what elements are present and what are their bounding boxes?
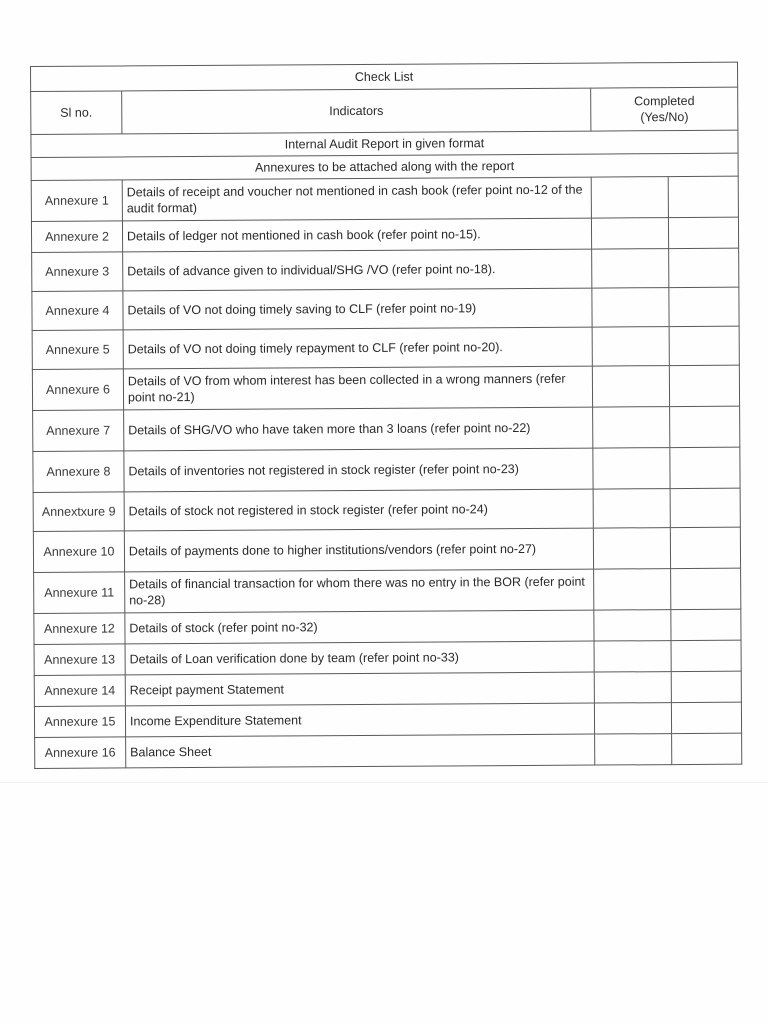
annexure-description: Income Expenditure Statement — [125, 703, 594, 737]
annexure-description: Details of financial transaction for whom there was no entry in the BOR (refer point no-28) — [125, 569, 594, 613]
annexure-description: Details of ledger not mentioned in cash book (refer point no-15). — [122, 218, 591, 252]
completed-cell-no[interactable] — [668, 248, 739, 287]
annexure-label: Annexure 7 — [33, 410, 124, 452]
completed-cell-yes[interactable] — [595, 734, 672, 765]
annexure-label: Annexure 15 — [34, 706, 125, 738]
table-row — [34, 568, 741, 613]
completed-cell-no[interactable] — [671, 733, 742, 764]
annexure-label: Annexure 3 — [32, 252, 123, 292]
completed-cell-yes[interactable] — [592, 327, 669, 366]
section-annexures: Annexures to be attached along with the report — [31, 153, 738, 180]
annexure-description: Details of VO from whom interest has been collected in a wrong manners (refer point no-21) — [123, 366, 592, 410]
table-row — [32, 248, 739, 291]
completed-cell-yes[interactable] — [591, 177, 668, 218]
completed-cell-no[interactable] — [670, 527, 741, 568]
annexure-description: Details of stock (refer point no-32) — [125, 610, 594, 644]
completed-cell-no[interactable] — [670, 609, 741, 640]
annexure-label: Annextxure 9 — [33, 492, 124, 532]
table-row — [34, 702, 741, 737]
completed-cell-yes[interactable] — [594, 672, 671, 703]
completed-cell-yes[interactable] — [593, 407, 670, 448]
table-row — [31, 176, 738, 221]
annexure-description: Details of VO not doing timely saving to CLF (refer point no-19) — [123, 288, 592, 330]
annexure-label: Annexure 6 — [32, 369, 123, 411]
header-sl-no: Sl no. — [31, 91, 122, 135]
completed-cell-yes[interactable] — [593, 489, 670, 528]
completed-cell-yes[interactable] — [592, 288, 669, 327]
completed-cell-no[interactable] — [668, 176, 739, 217]
annexure-label: Annexure 10 — [33, 531, 124, 573]
annexure-label: Annexure 12 — [34, 613, 125, 645]
completed-cell-yes[interactable] — [593, 528, 670, 569]
completed-cell-no[interactable] — [669, 406, 740, 447]
table-row — [33, 488, 740, 531]
annexure-label: Annexure 8 — [33, 451, 124, 493]
completed-cell-yes[interactable] — [593, 448, 670, 489]
scan-page-edge — [0, 782, 768, 783]
completed-cell-no[interactable] — [669, 365, 740, 406]
annexure-label: Annexure 11 — [34, 572, 125, 614]
completed-cell-yes[interactable] — [592, 366, 669, 407]
annexure-description: Details of payments done to higher institutions/vendors (refer point no-27) — [124, 528, 593, 572]
annexure-description: Details of inventories not registered in stock register (refer point no-23) — [124, 448, 593, 492]
annexure-label: Annexure 2 — [31, 221, 122, 253]
completed-cell-no[interactable] — [671, 702, 742, 733]
completed-cell-yes[interactable] — [594, 569, 671, 610]
annexure-description: Details of SHG/VO who have taken more than 3 loans (refer point no-22) — [124, 407, 593, 451]
annexure-label: Annexure 4 — [32, 291, 123, 331]
table-row — [31, 217, 738, 252]
annexure-label: Annexure 13 — [34, 644, 125, 676]
table-row — [32, 365, 739, 410]
table-row — [35, 733, 742, 768]
annexure-description: Details of receipt and voucher not mentioned in cash book (refer point no-12 of the audit format) — [122, 177, 591, 221]
completed-cell-no[interactable] — [669, 447, 740, 488]
completed-cell-no[interactable] — [669, 326, 740, 365]
completed-cell-no[interactable] — [671, 640, 742, 671]
annexure-description: Details of stock not registered in stock register (refer point no-24) — [124, 489, 593, 531]
completed-cell-yes[interactable] — [592, 218, 669, 249]
header-completed-line2: (Yes/No) — [640, 109, 689, 125]
annexure-label: Annexure 5 — [32, 330, 123, 370]
completed-cell-no[interactable] — [668, 217, 739, 248]
checklist-title: Check List — [31, 62, 738, 91]
completed-cell-yes[interactable] — [594, 610, 671, 641]
section-audit-report: Internal Audit Report in given format — [31, 130, 738, 157]
table-row — [32, 326, 739, 369]
completed-cell-yes[interactable] — [594, 641, 671, 672]
completed-cell-no[interactable] — [668, 287, 739, 326]
annexure-description: Receipt payment Statement — [125, 672, 594, 706]
table-row — [34, 640, 741, 675]
table-row — [32, 287, 739, 330]
completed-cell-no[interactable] — [671, 671, 742, 702]
header-row — [31, 87, 738, 134]
annexure-label: Annexure 16 — [35, 737, 126, 769]
checklist-sheet — [30, 62, 742, 769]
annexure-label: Annexure 14 — [34, 675, 125, 707]
table-row — [34, 609, 741, 644]
table-row — [33, 447, 740, 492]
annexure-description: Details of Loan verification done by team (refer point no-33) — [125, 641, 594, 675]
header-completed-line1: Completed — [634, 93, 695, 109]
completed-cell-yes[interactable] — [595, 703, 672, 734]
checklist-table — [30, 62, 742, 769]
completed-cell-yes[interactable] — [592, 249, 669, 288]
completed-cell-no[interactable] — [670, 488, 741, 527]
table-row — [34, 671, 741, 706]
completed-cell-no[interactable] — [670, 568, 741, 609]
header-indicators: Indicators — [122, 88, 591, 134]
annexure-label: Annexure 1 — [31, 180, 122, 222]
table-row — [33, 527, 740, 572]
header-completed — [591, 87, 738, 131]
annexure-description: Balance Sheet — [126, 734, 595, 768]
annexure-description: Details of advance given to individual/SHG /VO (refer point no-18). — [123, 249, 592, 291]
table-row — [33, 406, 740, 451]
annexure-description: Details of VO not doing timely repayment to CLF (refer point no-20). — [123, 327, 592, 369]
